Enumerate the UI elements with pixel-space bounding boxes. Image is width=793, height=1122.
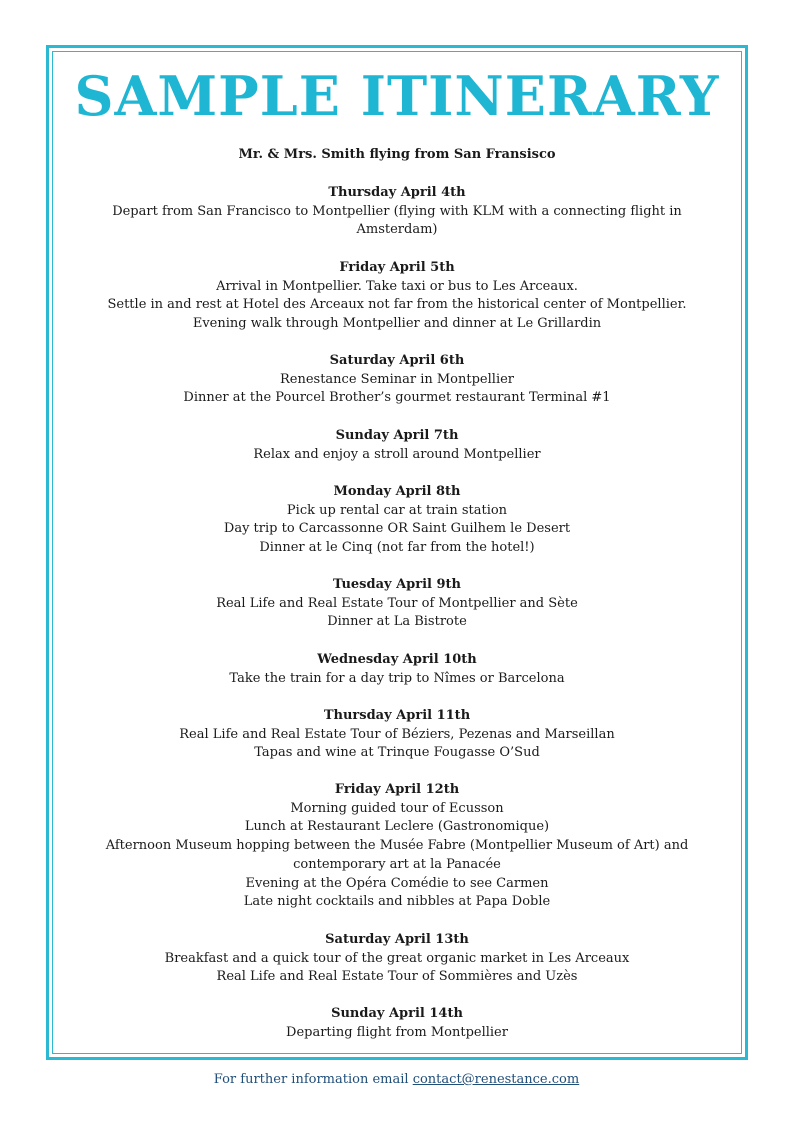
contact-footer <box>0 1071 793 1089</box>
day-heading: Friday April 12th <box>334 782 460 797</box>
day-heading: Thursday April 11th <box>323 708 471 723</box>
day-heading: Sunday April 14th <box>331 1006 463 1021</box>
day-activity: Dinner at le Cinq (not far from the hotel!) <box>259 540 535 556</box>
day-heading: Tuesday April 9th <box>332 577 462 592</box>
day-activity: Real Life and Real Estate Tour of Montpellier and Sète <box>216 595 578 611</box>
day-activity: Arrival in Montpellier. Take taxi or bus to Les Arceaux. <box>216 278 578 294</box>
day-activity: Renestance Seminar in Montpellier <box>279 371 515 387</box>
day-block <box>49 931 745 987</box>
day-activity: Late night cocktails and nibbles at Papa Doble <box>243 894 551 910</box>
day-activity: Morning guided tour of Ecusson <box>290 800 504 816</box>
day-activity: Day trip to Carcassonne OR Saint Guilhem le Desert <box>223 521 571 537</box>
day-activity: Breakfast and a quick tour of the great organic market in Les Arceaux <box>164 950 630 966</box>
day-block <box>49 576 745 632</box>
day-activity: Real Life and Real Estate Tour of Béziers, Pezenas and Marseillan <box>179 726 615 742</box>
day-block <box>49 651 745 688</box>
day-block <box>49 707 745 763</box>
day-activity: Real Life and Real Estate Tour of Sommières and Uzès <box>216 969 578 985</box>
day-activity: Dinner at La Bistrote <box>327 614 467 630</box>
day-block <box>49 427 745 464</box>
page-border <box>46 45 748 1060</box>
day-block <box>49 259 745 334</box>
day-activity: Amsterdam) <box>356 222 438 238</box>
day-activity: Evening walk through Montpellier and dinner at Le Grillardin <box>192 316 602 332</box>
day-block <box>49 1005 745 1042</box>
contact-email-link[interactable]: contact@renestance.com <box>412 1072 580 1087</box>
day-activity: Pick up rental car at train station <box>286 502 508 518</box>
day-heading: Friday April 5th <box>339 260 455 275</box>
day-heading: Sunday April 7th <box>335 428 459 443</box>
day-activity: Afternoon Museum hopping between the Musée Fabre (Montpellier Museum of Art) and <box>105 838 689 854</box>
day-activity: Tapas and wine at Trinque Fougasse O’Sud <box>254 745 540 761</box>
day-heading: Saturday April 13th <box>325 932 469 947</box>
day-activity: Lunch at Restaurant Leclere (Gastronomique) <box>244 819 550 835</box>
page-title: SAMPLE ITINERARY <box>74 64 720 128</box>
day-heading: Monday April 8th <box>333 484 461 499</box>
day-block <box>49 781 745 912</box>
footer-text: For further information email <box>213 1072 413 1087</box>
day-activity: Depart from San Francisco to Montpellier (flying with KLM with a connecting flight in <box>112 203 682 219</box>
day-activity: Relax and enjoy a stroll around Montpellier <box>253 446 541 462</box>
day-activity: contemporary art at la Panacée <box>293 856 501 872</box>
day-activity: Settle in and rest at Hotel des Arceaux not far from the historical center of Montpellier. <box>107 297 687 313</box>
day-block <box>49 483 745 558</box>
travelers-subtitle: Mr. & Mrs. Smith flying from San Fransisco <box>238 147 556 162</box>
day-activity: Dinner at the Pourcel Brother’s gourmet restaurant Terminal #1 <box>183 390 611 406</box>
day-heading: Thursday April 4th <box>328 185 466 200</box>
day-block <box>49 352 745 408</box>
day-heading: Wednesday April 10th <box>317 652 477 667</box>
day-activity: Take the train for a day trip to Nîmes or Barcelona <box>229 670 565 686</box>
day-activity: Departing flight from Montpellier <box>286 1024 508 1040</box>
day-block <box>49 184 745 240</box>
day-activity: Evening at the Opéra Comédie to see Carmen <box>245 875 549 891</box>
day-heading: Saturday April 6th <box>329 353 465 368</box>
